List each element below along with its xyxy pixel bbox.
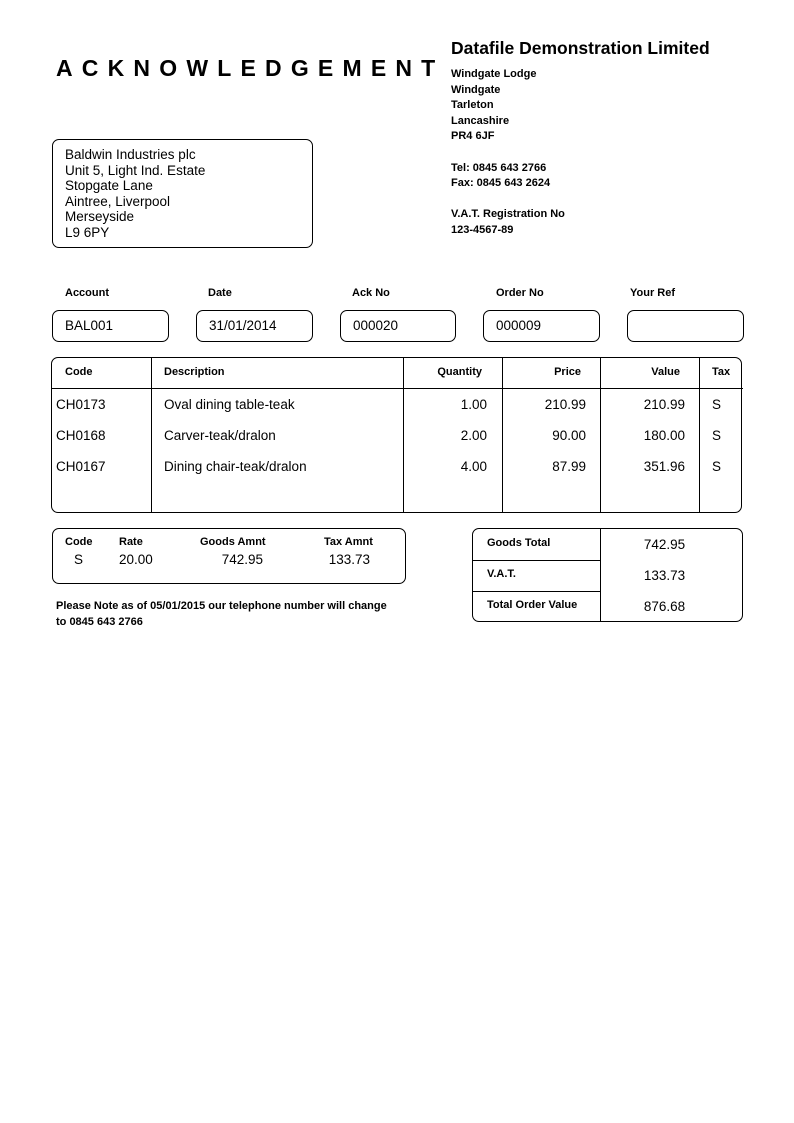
row-tax: S	[712, 459, 722, 474]
your-ref-label: Your Ref	[630, 287, 676, 299]
ack-no-field	[340, 310, 456, 342]
row-price: 90.00	[552, 428, 586, 443]
header-divider	[52, 388, 743, 389]
row-code: CH0167	[56, 459, 106, 474]
row-code: CH0173	[56, 397, 106, 412]
company-fax: Fax: 0845 643 2624	[451, 177, 551, 190]
company-address-line: Windgate Lodge	[451, 68, 537, 80]
date-value: 31/01/2014	[209, 318, 277, 333]
company-address-line: PR4 6JF	[451, 130, 495, 143]
account-field	[52, 310, 169, 342]
company-address-line: Tarleton	[451, 99, 494, 112]
row-price: 87.99	[552, 459, 586, 474]
row-price: 210.99	[544, 397, 586, 412]
company-address-line: Windgate	[451, 83, 501, 96]
header-description: Description	[164, 366, 225, 378]
customer-address-line: Aintree, Liverpool	[65, 193, 171, 209]
note-line: to 0845 643 2766	[56, 616, 143, 628]
row-value: 210.99	[643, 397, 685, 412]
date-label: Date	[208, 287, 232, 299]
document-title: ACKNOWLEDGEMENT	[56, 55, 445, 81]
vat-row-tax: 133.73	[328, 552, 370, 567]
customer-address-line: Stopgate Lane	[65, 178, 153, 194]
telephone-note	[56, 598, 387, 630]
account-value: BAL001	[65, 318, 114, 333]
order-no-value: 000009	[496, 318, 542, 333]
note-line: Please Note as of 05/01/2015 our telephone number will change	[56, 600, 387, 612]
vat-registration-label: V.A.T. Registration No	[451, 208, 565, 221]
column-divider	[151, 358, 152, 512]
date-field	[196, 310, 313, 342]
vat-header-goods: Goods Amnt	[200, 536, 266, 548]
company-phone: Tel: 0845 643 2766	[451, 161, 547, 174]
vat-row-rate: 20.00	[119, 552, 153, 567]
header-tax: Tax	[712, 366, 731, 378]
order-no-field	[483, 310, 600, 342]
vat-header-rate: Rate	[119, 536, 143, 548]
vat-header-code: Code	[65, 536, 93, 548]
customer-address-line: Merseyside	[65, 209, 135, 225]
order-total-value: 876.68	[643, 599, 686, 614]
ack-no-value: 000020	[353, 318, 399, 333]
order-no-label: Order No	[496, 287, 544, 299]
vat-row-code: S	[74, 552, 84, 567]
row-tax: S	[712, 397, 722, 412]
header-code: Code	[65, 366, 93, 378]
totals-box	[472, 528, 743, 622]
ack-no-label: Ack No	[352, 287, 390, 299]
row-description: Dining chair-teak/dralon	[164, 459, 307, 474]
row-description: Carver-teak/dralon	[164, 428, 276, 443]
vat-total-value: 133.73	[643, 568, 686, 583]
row-quantity: 1.00	[460, 397, 487, 412]
header-price: Price	[554, 366, 581, 378]
customer-address-line: L9 6PY	[65, 224, 110, 240]
goods-total-value: 742.95	[643, 537, 686, 552]
header-value: Value	[651, 366, 680, 378]
row-quantity: 2.00	[460, 428, 487, 443]
customer-address-box	[52, 139, 313, 248]
row-value: 180.00	[643, 428, 685, 443]
line-items-table	[51, 357, 742, 513]
account-label: Account	[65, 287, 109, 299]
vat-row-goods: 742.95	[221, 552, 263, 567]
row-value: 351.96	[643, 459, 685, 474]
vat-header-tax: Tax Amnt	[324, 536, 373, 548]
row-tax: S	[712, 428, 722, 443]
company-address	[451, 67, 565, 239]
row-description: Oval dining table-teak	[164, 397, 295, 412]
row-code: CH0168	[56, 428, 106, 443]
order-total-label: Total Order Value	[487, 599, 578, 611]
vat-summary-box	[52, 528, 406, 584]
customer-address-line: Unit 5, Light Ind. Estate	[65, 162, 206, 178]
company-name: Datafile Demonstration Limited	[451, 38, 710, 58]
company-address-line	[451, 145, 565, 161]
totals-row-divider	[473, 560, 600, 561]
vat-registration-number: 123-4567-89	[451, 223, 514, 236]
company-address-line	[451, 192, 565, 208]
totals-row-divider	[473, 591, 600, 592]
vat-total-label: V.A.T.	[487, 568, 516, 580]
row-quantity: 4.00	[460, 459, 487, 474]
your-ref-field	[627, 310, 744, 342]
customer-address-line: Baldwin Industries plc	[65, 147, 196, 162]
header-quantity: Quantity	[437, 366, 482, 378]
goods-total-label: Goods Total	[487, 537, 551, 549]
column-divider	[699, 358, 700, 512]
company-address-line: Lancashire	[451, 114, 510, 127]
